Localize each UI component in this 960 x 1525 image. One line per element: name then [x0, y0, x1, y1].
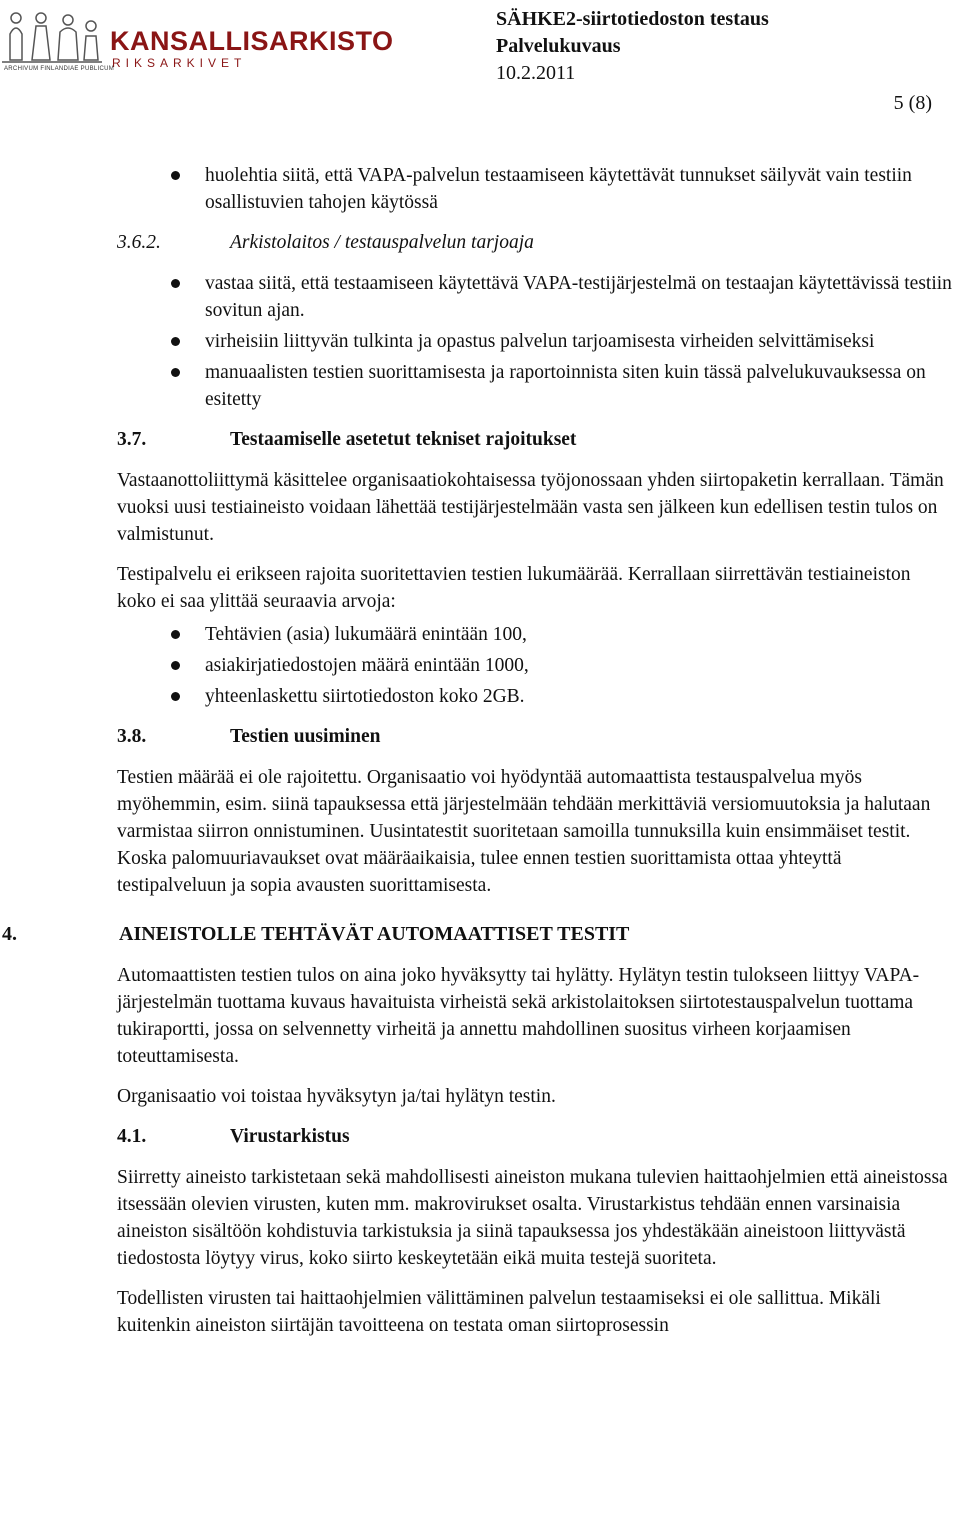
paragraph: Siirretty aineisto tarkistetaan sekä mahdollisesti aineiston mukana tulevien haittaohjelmien että aineistossa itsessään olevien virusten, kuten mm. makrovirukset osalta. Virustarkistus tehdään ennen varsinaisia aineiston sisältöön kohdistuvia tarkistuksia ja siinä tapauksessa jos yhdestäkään aineistoon liittyvästä tiedostosta löytyy virus, koko siirto keskeytetään eikä muita testejä suoriteta. [117, 1167, 948, 1269]
logo-title: KANSALLISARKISTO [110, 26, 394, 56]
paragraph: Testipalvelu ei erikseen rajoita suoritettavien testien lukumäärää. Kerrallaan siirrettävän testiaineiston koko ei saa ylittää seuraavia arvoja: [117, 564, 911, 612]
paragraph: Organisaatio voi toistaa hyväksytyn ja/tai hylätyn testin. [117, 1086, 556, 1107]
section-heading-4: 4. AINEISTOLLE TEHTÄVÄT AUTOMAATTISET TESTIT [2, 923, 630, 945]
document-body [2, 162, 953, 1352]
section-heading-4-1: 4.1. Virustarkistus [117, 1126, 350, 1147]
logo-subtitle: RIKSARKIVET [112, 56, 247, 70]
list-item: vastaa siitä, että testaamiseen käytettävä VAPA-testijärjestelmä on testaajan käytettävissä testiin sovitun ajan. [117, 270, 953, 324]
archive-logo [2, 4, 394, 72]
document-title: SÄHKE2-siirtotiedoston testaus [496, 8, 769, 30]
bullet-icon [171, 692, 180, 701]
paragraph: Todellisten virusten tai haittaohjelmien välittäminen palvelun testaamiseksi ei ole sallittua. Mikäli kuitenkin aineiston siirtäjän tavoitteena on testata oman siirtoprosessin [117, 1288, 881, 1336]
responsibility-bullet-list [117, 270, 953, 413]
list-item: manuaalisten testien suorittamisesta ja raportoinnista siten kuin tässä palvelukuvauksessa on esitetty [117, 359, 953, 413]
section-heading-3-7: 3.7. Testaamiselle asetetut tekniset rajoitukset [117, 429, 577, 450]
section-heading-3-6-2: 3.6.2. Arkistolaitos / testauspalvelun tarjoaja [117, 232, 534, 253]
limits-bullet-list [117, 621, 953, 710]
bullet-icon [171, 368, 180, 377]
document-subtitle: Palvelukuvaus [496, 35, 621, 57]
paragraph: Testien määrää ei ole rajoitettu. Organisaatio voi hyödyntää automaattista testauspalvelua myös myöhemmin, esim. siinä tapauksessa että järjestelmään tehdään merkittäviä versiomuutoksia ja halutaan varmistaa siirron onnistuminen. Uusintatestit suoritetaan samoilla tunnuksilla kuin ensimmäiset testit. Koska palomuuriavaukset ovat määräaikaisia, tulee ennen testien suorittamista ottaa yhteyttä testipalveluun ja sopia avausten suorittamisesta. [117, 767, 931, 896]
bullet-icon [171, 337, 180, 346]
intro-bullet-list [117, 162, 953, 216]
list-item: yhteenlaskettu siirtotiedoston koko 2GB. [117, 683, 953, 710]
bullet-icon [171, 630, 180, 639]
paragraph: Automaattisten testien tulos on aina joko hyväksytty tai hylätty. Hylätyn testin tulokseen liittyy VAPA-järjestelmän tuottama kuvaus havaituista virheistä sekä arkistolaitoksen siirtotestauspalvelun tuottama tukiraportti, jossa on selvennetty virheitä ja annettu mahdollinen suositus virheen korjaamisen toteuttamisesta. [117, 965, 920, 1067]
logo-motto: ARCHIVUM FINLANDIAE PUBLICUM [4, 66, 115, 72]
list-item: huolehtia siitä, että VAPA-palvelun testaamiseen käytettävät tunnukset säilyvät vain testiin osallistuvien tahojen käytössä [117, 162, 953, 216]
bullet-icon [171, 279, 180, 288]
page-header [0, 0, 960, 114]
bullet-icon [171, 661, 180, 670]
list-item: virheisiin liittyvän tulkinta ja opastus palvelun tarjoamisesta virheiden selvittämiseksi [117, 328, 953, 355]
paragraph: Vastaanottoliittymä käsittelee organisaatiokohtaisessa työjonossaan yhden siirtopaketin kerrallaan. Tämän vuoksi uusi testiaineisto voidaan lähettää testijärjestelmään vasta sen jälkeen kun edellisen testin tulos on valmistunut. [117, 470, 944, 545]
document-date: 10.2.2011 [496, 62, 576, 84]
list-item: asiakirjatiedostojen määrä enintään 1000, [117, 652, 953, 679]
page-number: 5 (8) [893, 92, 932, 114]
archive-emblem-icon [2, 4, 102, 70]
document-info [496, 6, 769, 87]
bullet-icon [171, 171, 180, 180]
section-heading-3-8: 3.8. Testien uusiminen [117, 726, 381, 747]
list-item: Tehtävien (asia) lukumäärä enintään 100, [117, 621, 953, 648]
